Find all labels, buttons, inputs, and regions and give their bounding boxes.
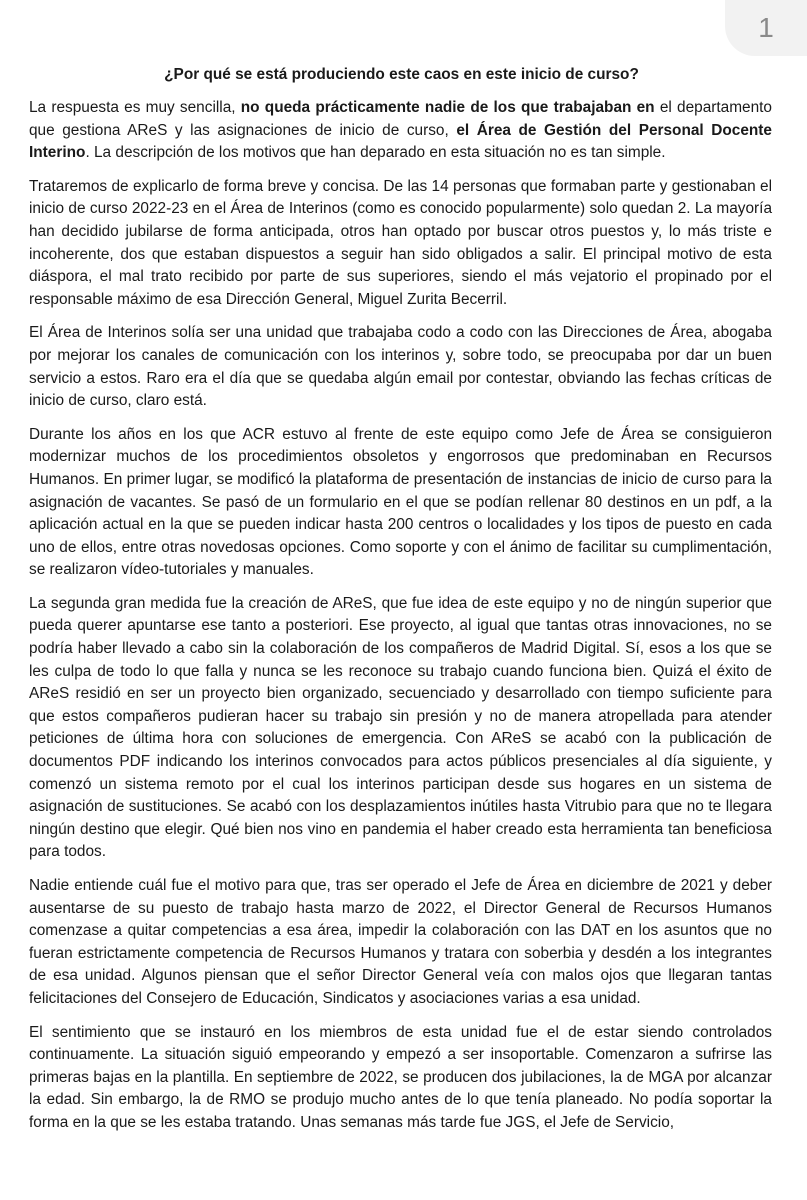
text-run: Nadie entiende cuál fue el motivo para que, tras ser operado el Jefe de Área en diciembre de 2021 y deber ausentarse de su puesto de trabajo hasta marzo de 2022, el Director General de Recursos Humanos comenzase a quitar competencias a esa área, impedir la colaboración con las DAT en los asuntos que no fueran estrictamente competencia de Recursos Humanos y tratara con soberbia y desdén a los integrantes de esa unidad. Algunos piensan que el señor Director General veía con malos ojos que llegaran tantas felicitaciones del Consejero de Educación, Sindicatos y asociaciones varias a esa unidad. bbox=[29, 877, 772, 1007]
page-number: 1 bbox=[758, 12, 774, 43]
text-run: Durante los años en los que ACR estuvo al frente de este equipo como Jefe de Área se consiguieron modernizar muchos de los procedimientos obsoletos y engorrosos que predominaban en Recursos Humanos. En primer lugar, se modificó la plataforma de presentación de instancias de inicio de curso para la asignación de vacantes. Se pasó de un formulario en el que se podían rellenar 80 destinos en un pdf, a la aplicación actual en la que se pueden indicar hasta 200 centros o localidades y los tipos de puesto en cada uno de ellos, entre otras novedosas opciones. Como soporte y con el ánimo de facilitar su cumplimentación, se realizaron vídeo-tutoriales y manuales. bbox=[29, 425, 772, 579]
bold-text-run: el Área de Gestión del Personal Docente Interino bbox=[29, 121, 772, 162]
paragraph bbox=[29, 593, 772, 864]
paragraph bbox=[29, 322, 772, 412]
text-run: La segunda gran medida fue la creación de AReS, que fue idea de este equipo y no de ningún superior que pueda querer apuntarse ese tanto a posteriori. Ese proyecto, al igual que tantas otras innovaciones, no se podría haber llevado a cabo sin la colaboración de los compañeros de Madrid Digital. Sí, esos a los que se les culpa de todo lo que falla y nunca se les reconoce su trabajo cuando funciona bien. Quizá el éxito de AReS residió en ser un proyecto bien organizado, secuenciado y desarrollado con tiempo suficiente para que estos compañeros pudieran hacer su trabajo sin presión y no de manera atropellada para atender peticiones de última hora con soluciones de emergencia. Con AReS se acabó con la publicación de documentos PDF indicando los interinos convocados para actos públicos presenciales al día siguiente, y comenzó un sistema remoto por el cual los interinos participan desde sus hogares en un sistema de asignación de sustituciones. Se acabó con los desplazamientos inútiles hasta Vitrubio para que no te llegara ningún destino que elegir. Qué bien nos vino en pandemia el haber creado esta herramienta tan beneficiosa para todos. bbox=[29, 594, 772, 861]
text-run: el departamento que gestiona AReS y las asignaciones de inicio de curso, bbox=[29, 99, 772, 139]
text-run: El sentimiento que se instauró en los miembros de esta unidad fue el de estar siendo controlados continuamente. La situación siguió empeorando y empezó a ser insoportable. Comenzaron a sufrirse las primeras bajas en la plantilla. En septiembre de 2022, se producen dos jubilaciones, la de MGA por alcanzar la edad. Sin embargo, la de RMO se produjo mucho antes de lo que tenía planeado. No podía soportar la forma en la que se les estaba tratando. Unas semanas más tarde fue JGS, el Jefe de Servicio, bbox=[29, 1023, 772, 1131]
text-run: Trataremos de explicarlo de forma breve y concisa. De las 14 personas que formaban parte y gestionaban el inicio de curso 2022-23 en el Área de Interinos (como es conocido popularmente) solo quedan 2. La mayoría han decidido jubilarse de forma anticipada, otros han optado por buscar otros puestos y, lo más triste e incoherente, dos que estaban dispuestos a seguir han sido obligados a salir. El principal motivo de esta diáspora, el mal trato recibido por parte de sus superiores, siendo el más vejatorio el propinado por el responsable máximo de esa Dirección General, Miguel Zurita Becerril. bbox=[29, 177, 772, 308]
document-body bbox=[29, 64, 772, 1146]
text-run: El Área de Interinos solía ser una unidad que trabajaba codo a codo con las Direcciones de Área, abogaba por mejorar los canales de comunicación con los interinos y, sobre todo, se preocupaba por dar un buen servicio a estos. Raro era el día que se quedaba algún email por contestar, obviando las fechas críticas de inicio de curso, claro está. bbox=[29, 324, 772, 410]
text-run: . La descripción de los motivos que han deparado en esta situación no es tan simple. bbox=[85, 144, 666, 162]
page-number-tab bbox=[725, 0, 807, 56]
document-title: ¿Por qué se está produciendo este caos en este inicio de curso? bbox=[164, 66, 639, 83]
paragraph bbox=[29, 875, 772, 1011]
paragraph bbox=[29, 97, 772, 165]
paragraph bbox=[29, 176, 772, 312]
text-run: La respuesta es muy sencilla, bbox=[29, 99, 241, 116]
bold-text-run: no queda prácticamente nadie de los que trabajaban en bbox=[240, 99, 655, 116]
paragraph bbox=[29, 1022, 772, 1135]
paragraph bbox=[29, 424, 772, 582]
